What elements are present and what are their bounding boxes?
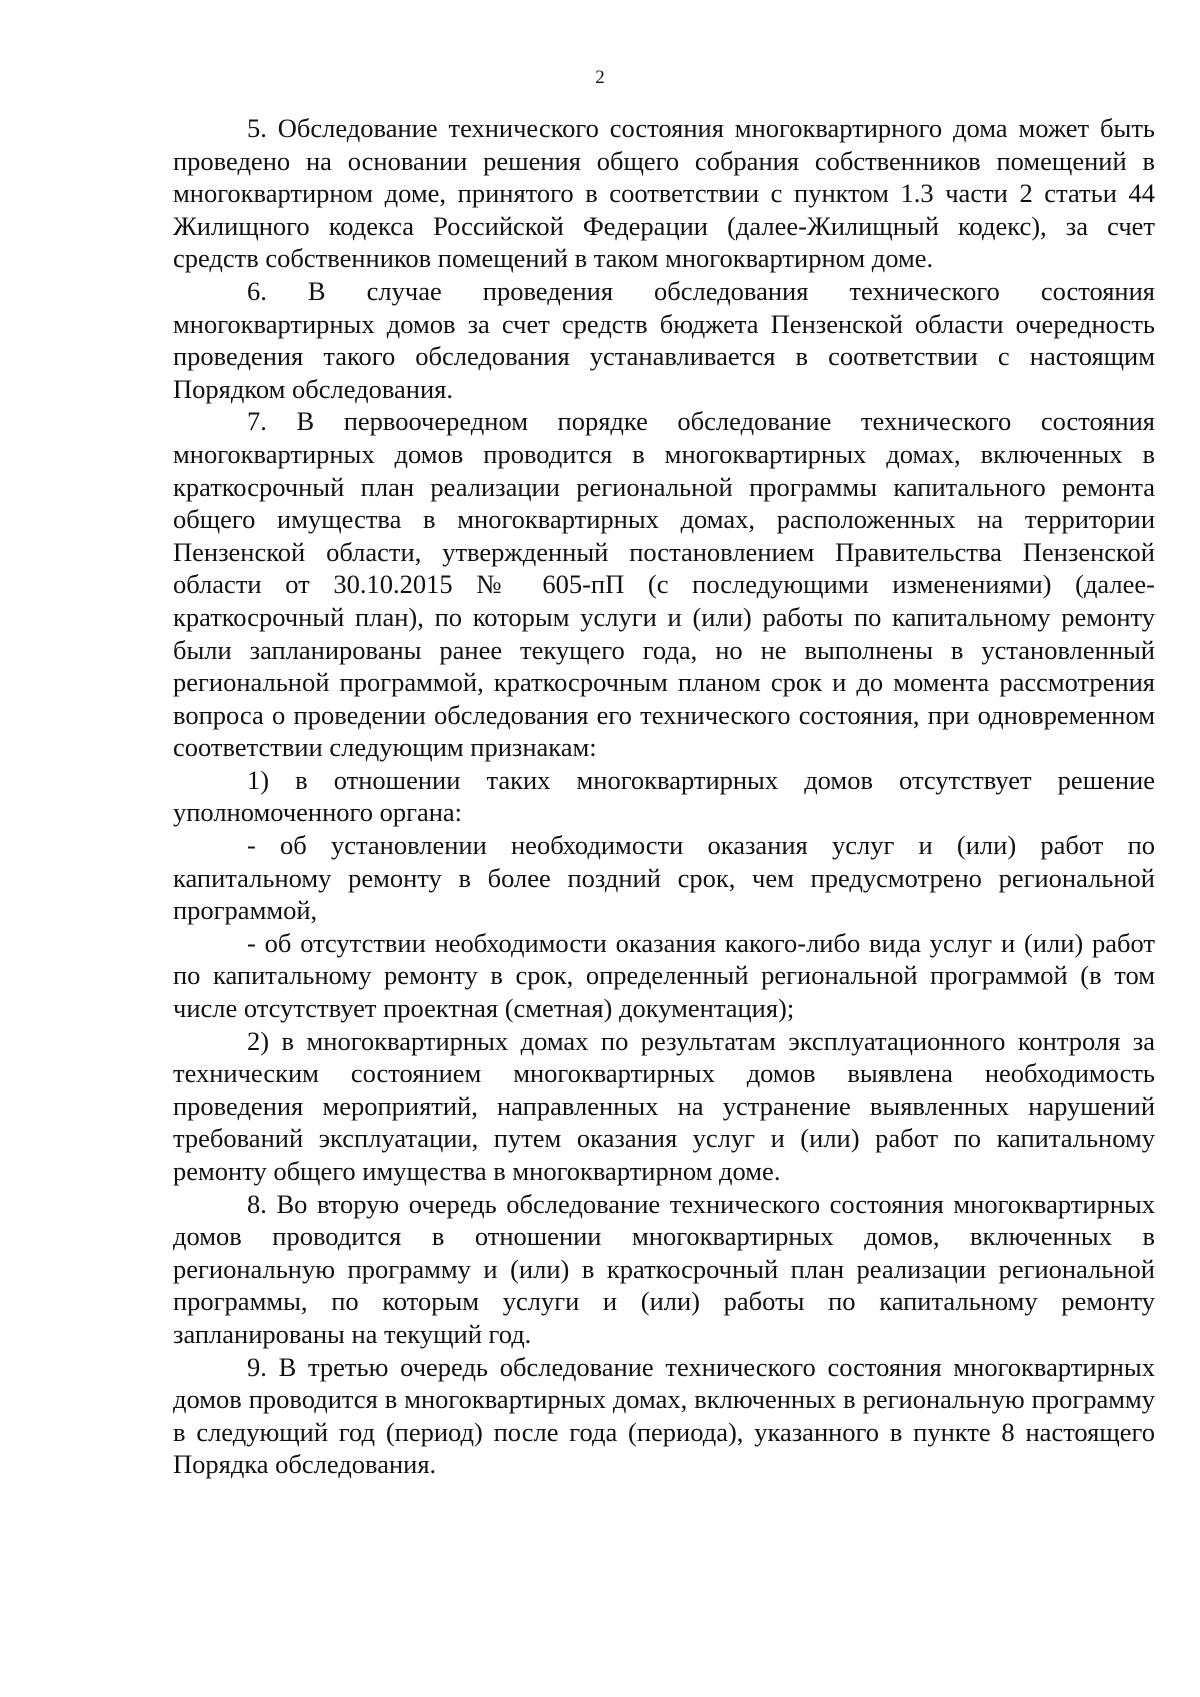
subitem-1: 1) в отношении таких многоквартирных домов отсутствует решение уполномоченного органа: bbox=[173, 764, 1155, 828]
page-number: 2 bbox=[595, 67, 605, 88]
paragraph-item-9: 9. В третью очередь обследование технического состояния многоквартирных домов проводится в многоквартирных домах, включенных в региональную программу в следующий год (период) после года (периода), указанного в пункте 8 настоящего Порядка обследования. bbox=[173, 1351, 1155, 1480]
subitem-2: 2) в многоквартирных домах по результатам эксплуатационного контроля за техническим состоянием многоквартирных домов выявлена необходимость проведения мероприятий, направленных на устранение выявленных нарушений требований эксплуатации, путем оказания услуг и (или) работ по капитальному ремонту общего имущества в многоквартирном доме. bbox=[173, 1025, 1155, 1186]
paragraph-item-8: 8. Во вторую очередь обследование технического состояния многоквартирных домов проводится в отношении многоквартирных домов, включенных в региональную программу и (или) в краткосрочный план реализации региональной программы, по которым услуги и (или) работы по капитальному ремонту запланированы на текущий год. bbox=[173, 1188, 1155, 1349]
document-body bbox=[173, 112, 1155, 1481]
dash-item-second: - об отсутствии необходимости оказания какого-либо вида услуг и (или) работ по капитальному ремонту в срок, определенный региональной программой (в том числе отсутствует проектная (сметная) документация); bbox=[173, 927, 1155, 1024]
paragraph-item-6: 6. В случае проведения обследования технического состояния многоквартирных домов за счет средств бюджета Пензенской области очередность проведения такого обследования устанавливается в соответствии с настоящим Порядком обследования. bbox=[173, 275, 1155, 404]
paragraph-item-7: 7. В первоочередном порядке обследование технического состояния многоквартирных домов проводится в многоквартирных домах, включенных в краткосрочный план реализации региональной программы капитального ремонта общего имущества в многоквартирных домах, расположенных на территории Пензенской области, утвержденный постановлением Правительства Пензенской области от 30.10.2015 № 605-пП (с последующими изменениями) (далее-краткосрочный план), по которым услуги и (или) работы по капитальному ремонту были запланированы ранее текущего года, но не выполнены в установленный региональной программой, краткосрочным планом срок и до момента рассмотрения вопроса о проведении обследования его технического состояния, при одновременном соответствии следующим признакам: bbox=[173, 406, 1155, 763]
dash-item-first: - об установлении необходимости оказания услуг и (или) работ по капитальному ремонту в более поздний срок, чем предусмотрено региональной программой, bbox=[173, 830, 1155, 926]
paragraph-item-5: 5. Обследование технического состояния многоквартирного дома может быть проведено на основании решения общего собрания собственников помещений в многоквартирном доме, принятого в соответствии с пунктом 1.3 части 2 статьи 44 Жилищного кодекса Российской Федерации (далее-Жилищный кодекс), за счет средств собственников помещений в таком многоквартирном доме. bbox=[173, 113, 1155, 274]
